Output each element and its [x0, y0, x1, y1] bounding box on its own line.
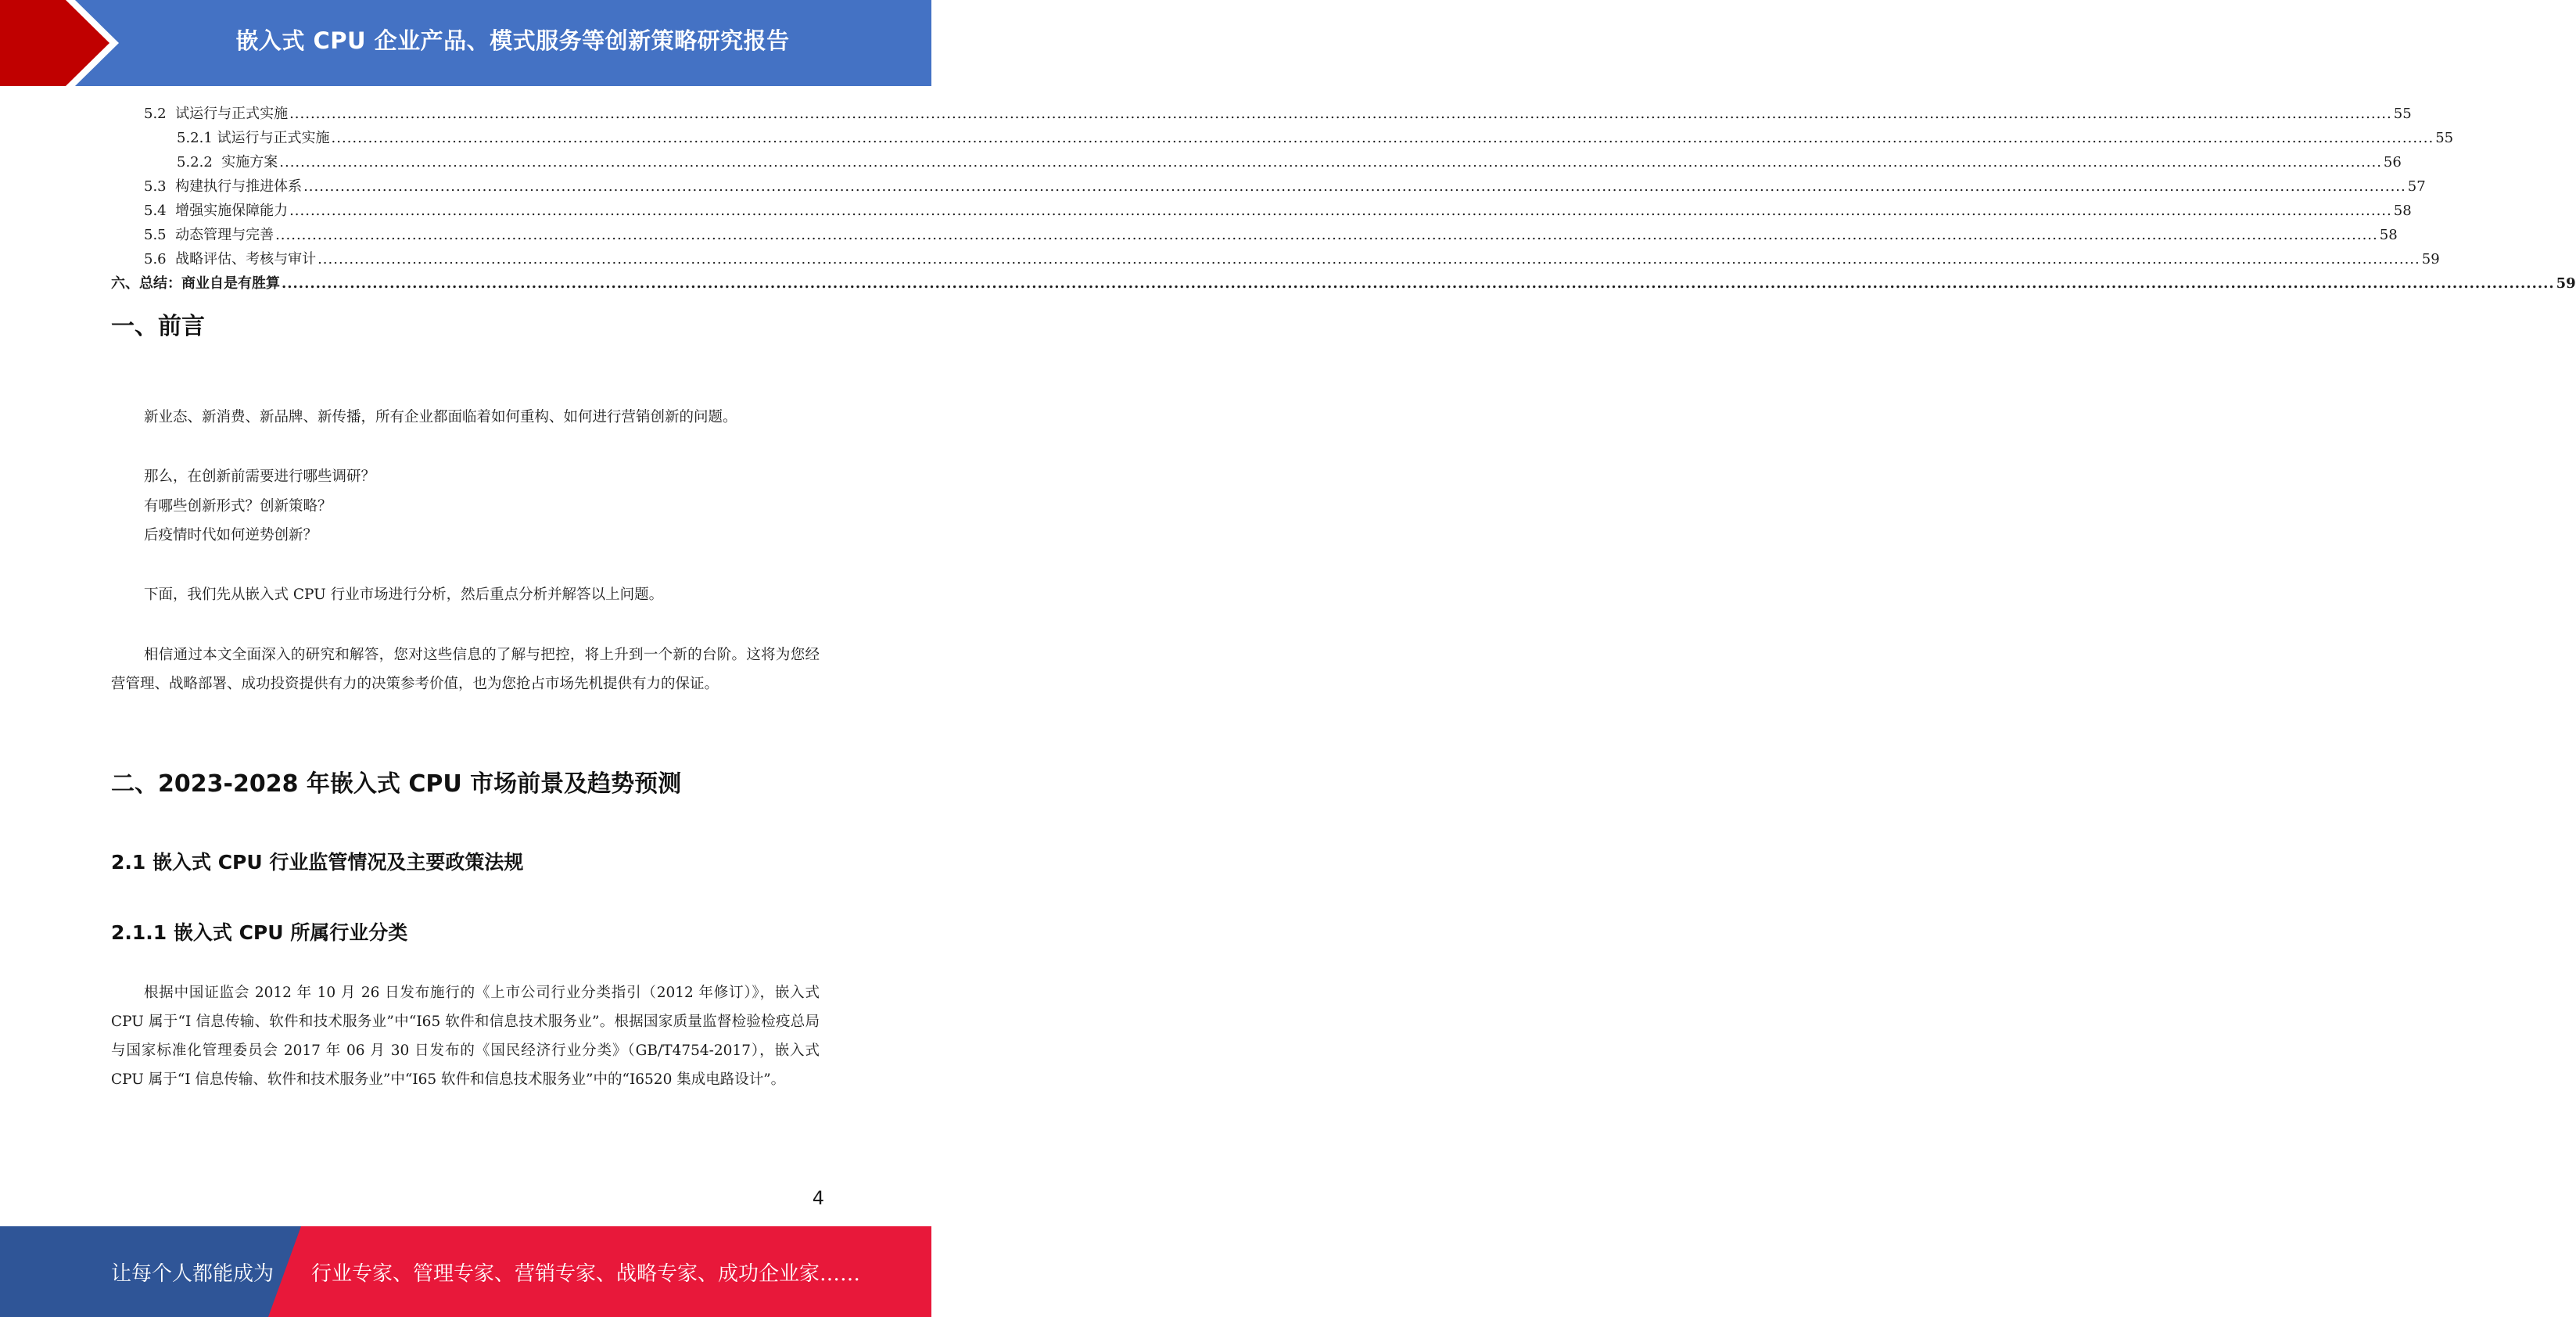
page-number: 4	[812, 1187, 824, 1209]
toc-entry[interactable]	[111, 150, 2402, 174]
footer-slogan-left: 让每个人都能成为	[111, 1261, 274, 1286]
toc-entry-label: 5.2.1 试运行与正式实施	[177, 130, 330, 146]
toc-entry-label: 5.2.2 实施方案	[177, 154, 278, 170]
toc-entry-page: 58	[2393, 203, 2412, 219]
report-title: 嵌入式 CPU 企业产品、模式服务等创新策略研究报告	[235, 27, 790, 54]
header-chevron-arrow	[0, 0, 109, 86]
toc-leader-dots: ................................................................................................................................................................................................................................................................................................................................................................................................................	[282, 275, 2555, 292]
toc-entry-page: 57	[2407, 178, 2426, 195]
toc-entry-label: 5.3 构建执行与推进体系	[144, 178, 303, 195]
page-header	[0, 0, 931, 86]
toc-entry-label: 5.4 增强实施保障能力	[144, 203, 289, 219]
toc-entry[interactable]	[111, 199, 2412, 223]
section-2-1-heading: 2.1 嵌入式 CPU 行业监管情况及主要政策法规	[111, 851, 524, 874]
toc-entry-label: 六、总结：商业自是有胜算	[111, 275, 280, 292]
section-1-question-1: 那么，在创新前需要进行哪些调研？	[144, 468, 376, 485]
toc-leader-dots: ................................................................................................................................................................................................................................................................................................................................................................................................................	[331, 130, 2434, 146]
toc-entry[interactable]	[111, 174, 2426, 199]
toc-entry-page: 58	[2379, 227, 2398, 243]
toc-entry-page: 55	[2393, 106, 2412, 122]
toc-leader-dots: ................................................................................................................................................................................................................................................................................................................................................................................................................	[289, 106, 2392, 122]
toc-leader-dots: ................................................................................................................................................................................................................................................................................................................................................................................................................	[303, 178, 2406, 195]
toc-entry[interactable]	[111, 223, 2398, 247]
section-1-question-3: 后疫情时代如何逆势创新？	[144, 527, 318, 544]
toc-entry-label: 5.6 战略评估、考核与审计	[144, 251, 317, 267]
toc-entry[interactable]	[111, 102, 2412, 126]
toc-entry-page: 59	[2556, 275, 2576, 292]
toc-entry[interactable]	[111, 126, 2454, 150]
section-1-heading: 一、前言	[111, 313, 205, 340]
section-1-paragraph-2: 下面，我们先从嵌入式 CPU 行业市场进行分析，然后重点分析并解答以上问题。	[144, 587, 664, 603]
toc-entry-label: 5.2 试运行与正式实施	[144, 106, 289, 122]
toc-leader-dots: ................................................................................................................................................................................................................................................................................................................................................................................................................	[318, 251, 2420, 267]
section-2-1-1-paragraph: 根据中国证监会 2012 年 10 月 26 日发布施行的《上市公司行业分类指引（2012 年修订）》，嵌入式 CPU 属于“I 信息传输、软件和技术服务业”中“I65 软件和信息技术服务业”。根据国家质量监督检验检疫总局与国家标准化管理委员会 2017 年 06 月 30 日发布的《国民经济行业分类》（GB/T4754-2017），嵌入式 CPU 属于“I 信息传输、软件和技术服务业”中“I65 软件和信息技术服务业”中的“I6520 集成电路设计”。	[111, 985, 820, 1088]
section-1-paragraph-1: 新业态、新消费、新品牌、新传播，所有企业都面临着如何重构、如何进行营销创新的问题。	[144, 409, 737, 425]
section-1-paragraph-3: 相信通过本文全面深入的研究和解答，您对这些信息的了解与把控，将上升到一个新的台阶。这将为您经营管理、战略部署、成功投资提供有力的决策参考价值，也为您抢占市场先机提供有力的保证。	[111, 647, 820, 692]
section-2-heading: 二、2023-2028 年嵌入式 CPU 市场前景及趋势预测	[111, 770, 682, 798]
section-2-1-1-heading: 2.1.1 嵌入式 CPU 所属行业分类	[111, 921, 408, 944]
toc-entry[interactable]	[111, 247, 2440, 271]
toc-leader-dots: ................................................................................................................................................................................................................................................................................................................................................................................................................	[279, 154, 2382, 170]
table-of-contents	[111, 102, 2576, 296]
page-footer	[0, 1226, 931, 1317]
footer-slogan-right: 行业专家、管理专家、营销专家、战略专家、成功企业家……	[311, 1261, 861, 1286]
toc-entry-page: 55	[2435, 130, 2454, 146]
toc-entry[interactable]	[111, 271, 2576, 296]
toc-entry-page: 56	[2383, 154, 2402, 170]
toc-leader-dots: ................................................................................................................................................................................................................................................................................................................................................................................................................	[275, 227, 2378, 243]
toc-entry-page: 59	[2421, 251, 2440, 267]
toc-entry-label: 5.5 动态管理与完善	[144, 227, 274, 243]
section-1-question-2: 有哪些创新形式？创新策略？	[144, 498, 332, 515]
toc-leader-dots: ................................................................................................................................................................................................................................................................................................................................................................................................................	[289, 203, 2392, 219]
